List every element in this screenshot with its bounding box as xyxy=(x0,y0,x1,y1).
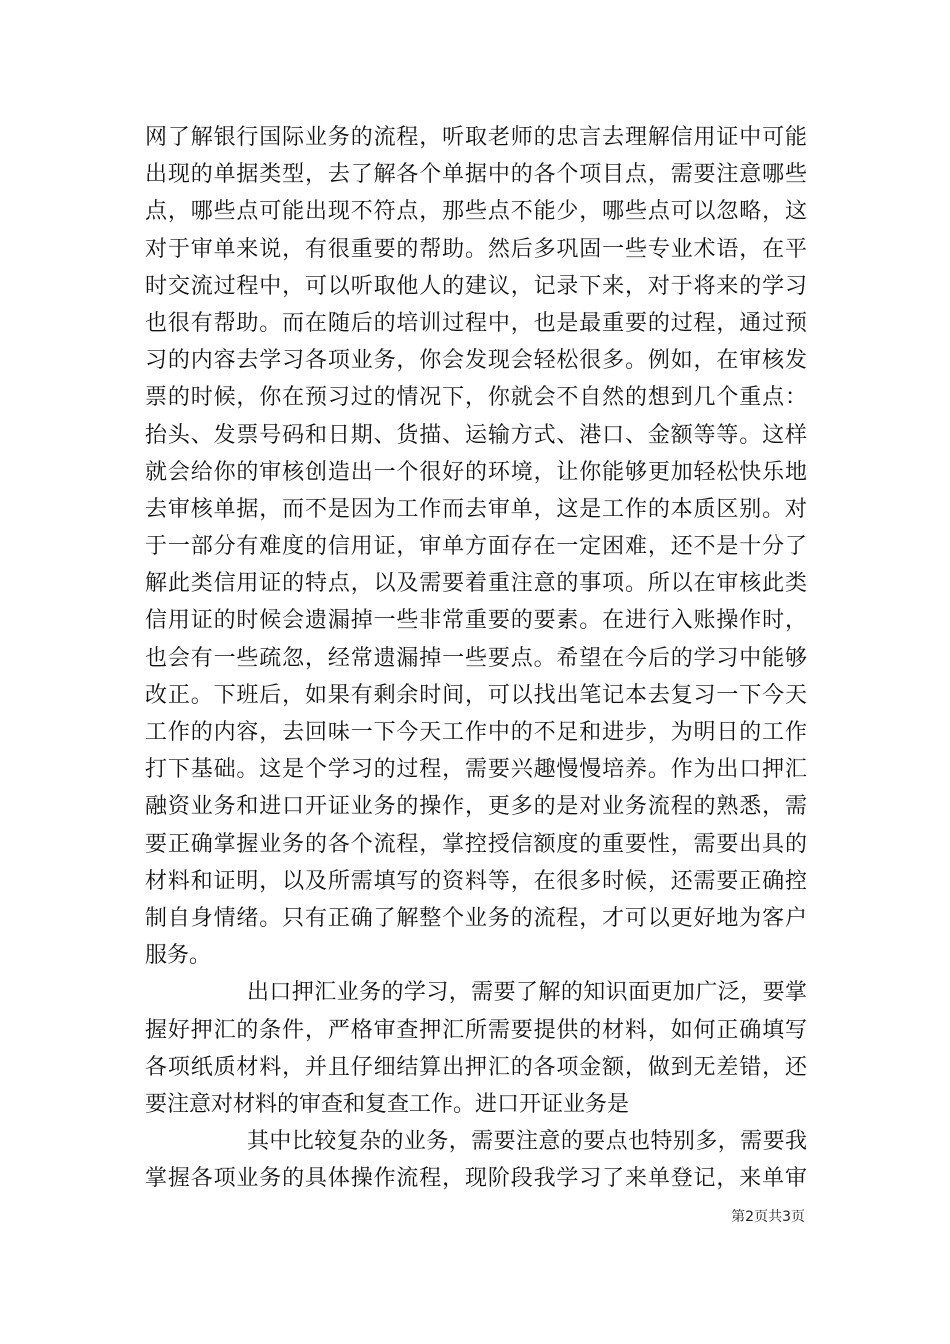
paragraph xyxy=(145,1123,807,1197)
page-number: 第2页共3页 xyxy=(731,1209,805,1225)
text-line: 票的时候，你在预习过的情况下，你就会不自然的想到几个重点： xyxy=(145,385,807,411)
text-line: 抬头、发票号码和日期、货描、运输方式、港口、金额等等。这样 xyxy=(145,422,807,448)
text-line: 要注意对材料的审查和复查工作。进口开证业务是 xyxy=(145,1091,630,1117)
text-line: 出现的单据类型，去了解各个单据中的各个项目点，需要注意哪些 xyxy=(145,162,807,188)
text-line: 去审核单据，而不是因为工作而去审单，这是工作的本质区别。对 xyxy=(145,496,807,522)
text-line: 就会给你的审核创造出一个很好的环境，让你能够更加轻松快乐地 xyxy=(145,459,807,485)
text-line: 解此类信用证的特点，以及需要着重注意的事项。所以在审核此类 xyxy=(145,571,807,597)
text-line: 掌握各项业务的具体操作流程，现阶段我学习了来单登记，来单审 xyxy=(145,1166,807,1192)
text-line: 于一部分有难度的信用证，审单方面存在一定困难，还不是十分了 xyxy=(145,534,807,560)
text-line: 材料和证明，以及所需填写的资料等，在很多时候，还需要正确控 xyxy=(145,868,807,894)
text-line: 时交流过程中，可以听取他人的建议，记录下来，对于将来的学习 xyxy=(145,273,807,299)
text-line: 工作的内容，去回味一下今天工作中的不足和进步，为明日的工作 xyxy=(145,720,807,745)
text-line: 对于审单来说，有很重要的帮助。然后多巩固一些专业术语，在平 xyxy=(145,236,807,262)
text-line: 要正确掌握业务的各个流程，掌控授信额度的重要性，需要出具的 xyxy=(145,831,807,857)
document-body xyxy=(145,119,807,1197)
paragraph xyxy=(145,974,807,1123)
text-line: 信用证的时候会遗漏掉一些非常重要的要素。在进行入账操作时， xyxy=(145,608,807,634)
text-line: 网了解银行国际业务的流程，听取老师的忠言去理解信用证中可能 xyxy=(145,125,807,150)
text-line: 也很有帮助。而在随后的培训过程中，也是最重要的过程，通过预 xyxy=(145,310,807,336)
text-line: 各项纸质材料，并且仔细结算出押汇的各项金额，做到无差错，还 xyxy=(145,1054,807,1080)
text-line: 改正。下班后，如果有剩余时间，可以找出笔记本去复习一下今天 xyxy=(145,682,807,708)
text-line: 握好押汇的条件，严格审查押汇所需要提供的材料，如何正确填写 xyxy=(145,1017,807,1043)
paragraph xyxy=(145,119,807,974)
text-line: 融资业务和进口开证业务的操作，更多的是对业务流程的熟悉，需 xyxy=(145,794,807,820)
text-line: 出口押汇业务的学习，需要了解的知识面更加广泛，要掌 xyxy=(247,980,807,1006)
text-line: 也会有一些疏忽，经常遗漏掉一些要点。希望在今后的学习中能够 xyxy=(145,645,807,671)
text-line: 点，哪些点可能出现不符点，那些点不能少，哪些点可以忽略，这 xyxy=(145,199,807,225)
text-line: 服务。 xyxy=(145,943,212,969)
text-line: 习的内容去学习各项业务，你会发现会轻松很多。例如，在审核发 xyxy=(145,348,807,374)
text-line: 制自身情绪。只有正确了解整个业务的流程，才可以更好地为客户 xyxy=(145,905,807,931)
text-line: 打下基础。这是个学习的过程，需要兴趣慢慢培养。作为出口押汇 xyxy=(145,757,807,783)
text-line: 其中比较复杂的业务，需要注意的要点也特别多，需要我 xyxy=(247,1129,807,1155)
